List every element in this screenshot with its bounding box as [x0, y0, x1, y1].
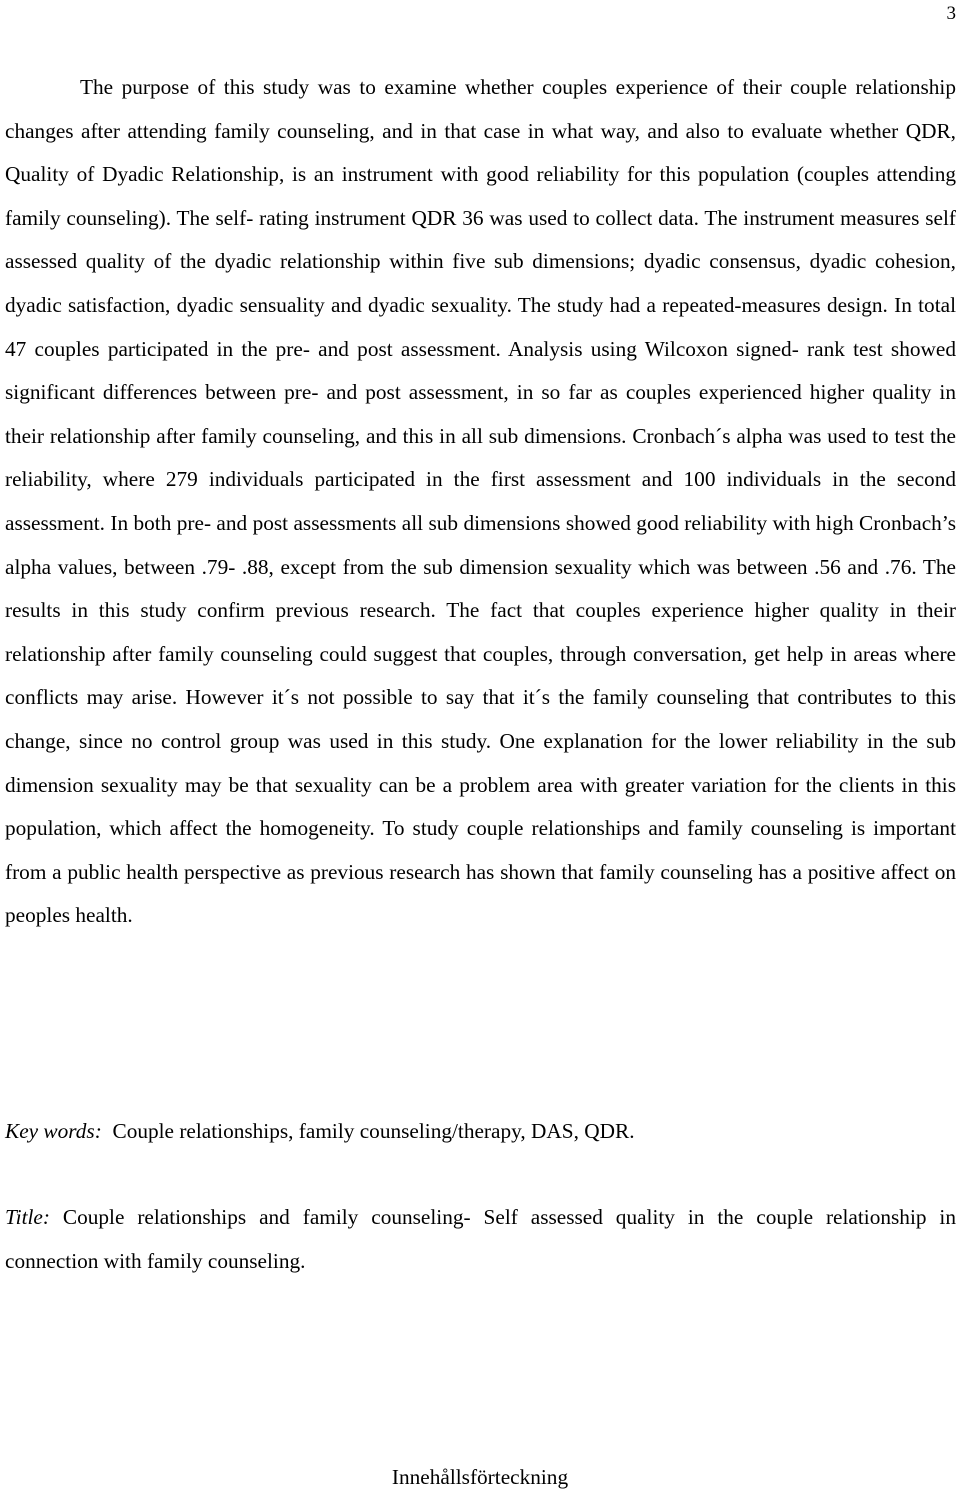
keywords-text: Couple relationships, family counseling/therapy, DAS, QDR.: [112, 1119, 635, 1143]
abstract-paragraph: The purpose of this study was to examine whether couples experience of their couple relationship changes after attending family counseling, and in that case in what way, and also to evaluate whether QDR, Quality of Dyadic Relationship, is an instrument with good reliability for this population (couples attending family counseling). The self- rating instrument QDR 36 was used to collect data. The instrument measures self assessed quality of the dyadic relationship within five sub dimensions; dyadic consensus, dyadic cohesion, dyadic satisfaction, dyadic sensuality and dyadic sexuality. The study had a repeated-measures design. In total 47 couples participated in the pre- and post assessment. Analysis using Wilcoxon signed- rank test showed significant differences between pre- and post assessment, in so far as couples experienced higher quality in their relationship after family counseling, and this in all sub dimensions. Cronbach´s alpha was used to test the reliability, where 279 individuals participated in the first assessment and 100 individuals in the second assessment. In both pre- and post assessments all sub dimensions showed good reliability with high Cronbach’s alpha values, between .79- .88, except from the sub dimension sexuality which was between .56 and .76. The results in this study confirm previous research. The fact that couples experience higher quality in their relationship after family counseling could suggest that couples, through conversation, get help in areas where conflicts may arise. However it´s not possible to say that it´s the family counseling that contributes to this change, since no control group was used in this study. One explanation for the lower reliability in the sub dimension sexuality may be that sexuality can be a problem area with greater variation for the clients in this population, which affect the homogeneity. To study couple relationships and family counseling is important from a public health perspective as previous research has shown that family counseling has a positive affect on peoples health.: [5, 75, 956, 928]
title-label: Title:: [5, 1205, 50, 1229]
keywords-label: Key words:: [5, 1119, 102, 1143]
title-line: [5, 1196, 956, 1283]
page-number: 3: [946, 3, 956, 24]
keywords-line: [5, 1110, 956, 1154]
title-text: Couple relationships and family counseling- Self assessed quality in the couple relationship in connection with family counseling.: [5, 1205, 956, 1273]
footer-toc-label: Innehållsförteckning: [391, 1465, 569, 1489]
